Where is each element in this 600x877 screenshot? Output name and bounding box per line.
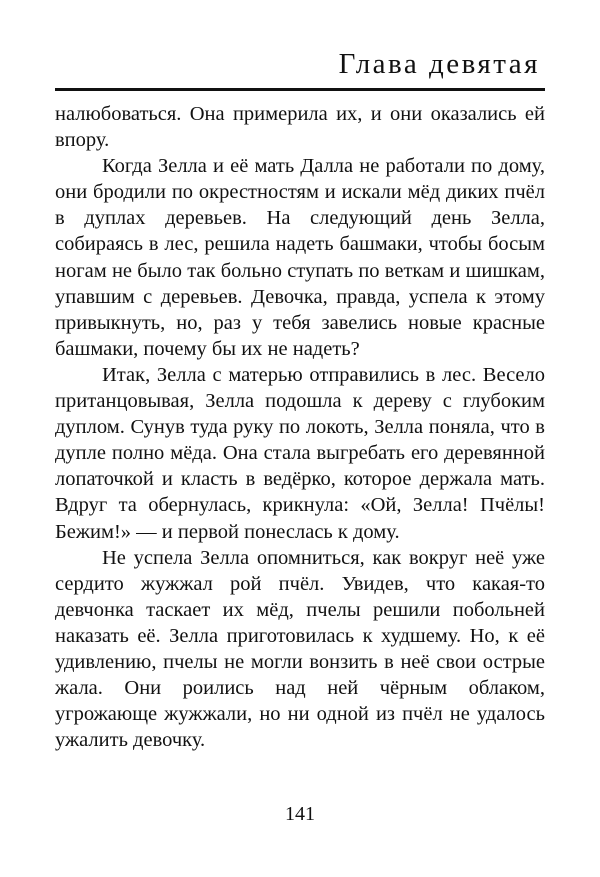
page-number: 141 (285, 803, 315, 825)
chapter-title: Глава девятая (338, 48, 540, 80)
body-text (55, 101, 545, 753)
paragraph: Не успела Зелла опомниться, как вокруг неё уже сердито жужжал рой пчёл. Увидев, что какая-то девчонка таскает их мёд, пчелы решили побольней наказать её. Зелла приготовилась к худшему. Но, к её удивлению, пчелы не могли вонзить в неё свои острые жала. Они роились над ней чёрным облаком, угрожающе жужжали, но ни одной из пчёл не удалось ужалить девочку. (55, 546, 545, 752)
paragraph-continuation: налюбоваться. Она примерила их, и они оказались ей впору. (55, 103, 545, 152)
paragraph: Итак, Зелла с матерью отправились в лес. Весело пританцовывая, Зелла подошла к дереву с глубоким дуплом. Сунув туда руку по локоть, Зелла поняла, что в дупле полно мёда. Она стала выгребать его деревянной лопаточкой и класть в ведёрко, которое держала мать. Вдруг та обернулась, крикнула: «Ой, Зелла! Пчёлы! Бежим!» — и первой понеслась к дому. (55, 363, 545, 543)
paragraph: Когда Зелла и её мать Далла не работали по дому, они бродили по окрестностям и искали мёд диких пчёл в дуплах деревьев. На следующий день Зелла, собираясь в лес, решила надеть башмаки, чтобы босым ногам не было так больно ступать по веткам и шишкам, упавшим с деревьев. Девочка, правда, успела к этому привыкнуть, но, раз у тебя завелись новые красные башмаки, почему бы их не надеть? (55, 155, 545, 360)
header-rule (55, 88, 545, 91)
